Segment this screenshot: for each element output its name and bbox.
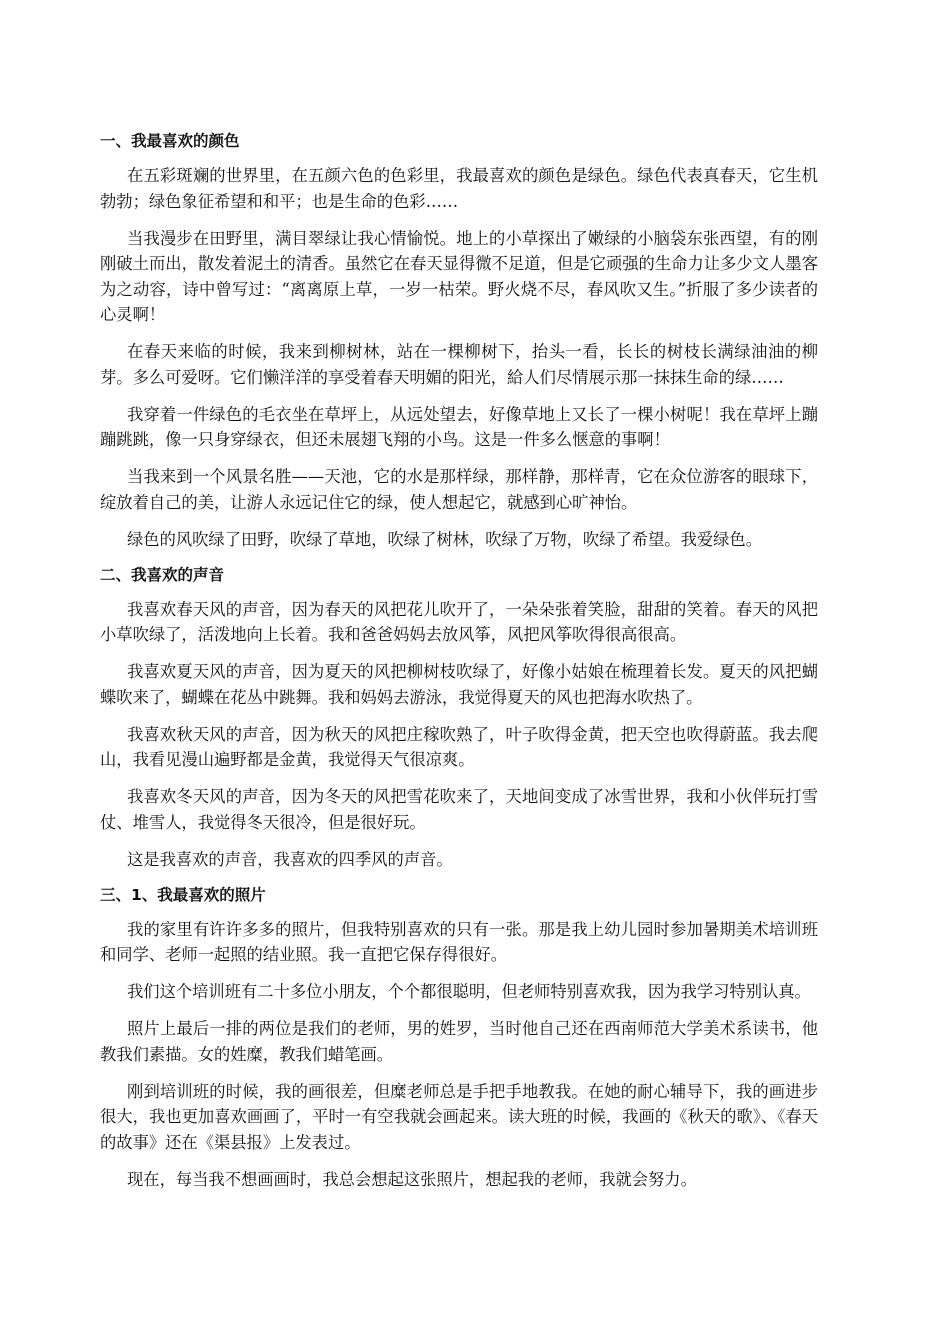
paragraph: 我喜欢春天风的声音，因为春天的风把花儿吹开了，一朵朵张着笑脸，甜甜的笑着。春天的风把小草吹绿了，活泼地向上长着。我和爸爸妈妈去放风筝，风把风筝吹得很高很高。	[100, 599, 818, 644]
paragraph: 我喜欢秋天风的声音，因为秋天的风把庄稼吹熟了，叶子吹得金黄，把天空也吹得蔚蓝。我去爬山，我看见漫山遍野都是金黄，我觉得天气很凉爽。	[100, 724, 818, 769]
paragraph: 照片上最后一排的两位是我们的老师，男的姓罗，当时他自己还在西南师范大学美术系读书，他教我们素描。女的姓糜，教我们蜡笔画。	[100, 1019, 818, 1064]
section-favorite-photo	[100, 884, 818, 1193]
paragraph: 当我漫步在田野里，满目翠绿让我心情愉悦。地上的小草探出了嫩绿的小脑袋东张西望，有的刚刚破土而出，散发着泥土的清香。虽然它在春天显得微不足道，但是它顽强的生命力让多少文人墨客为之动容，诗中曾写过：“离离原上草，一岁一枯荣。野火烧不尽，春风吹又生。”折服了多少读者的心灵啊！	[100, 228, 818, 324]
paragraph: 刚到培训班的时候，我的画很差，但糜老师总是手把手地教我。在她的耐心辅导下，我的画进步很大，我也更加喜欢画画了，平时一有空我就会画起来。读大班的时候，我画的《秋天的歌》、《春天的故事》还在《渠县报》上发表过。	[100, 1081, 818, 1152]
section-favorite-color	[100, 130, 818, 552]
paragraph: 我们这个培训班有二十多位小朋友，个个都很聪明，但老师特别喜欢我，因为我学习特别认真。	[127, 982, 811, 1001]
paragraph: 在五彩斑斓的世界里，在五颜六色的色彩里，我最喜欢的颜色是绿色。绿色代表真春天，它生机勃勃；绿色象征希望和和平；也是生命的色彩……	[100, 166, 818, 211]
section-heading: 三、1、我最喜欢的照片	[100, 885, 266, 904]
paragraph: 我喜欢夏天风的声音，因为夏天的风把柳树枝吹绿了，好像小姑娘在梳理着长发。夏天的风把蝴蝶吹来了，蝴蝶在花丛中跳舞。我和妈妈去游泳，我觉得夏天的风也把海水吹热了。	[100, 662, 818, 707]
paragraph: 现在，每当我不想画画时，我总会想起这张照片，想起我的老师，我就会努力。	[127, 1169, 697, 1189]
document-page	[100, 128, 818, 1204]
paragraph: 我穿着一件绿色的毛衣坐在草坪上，从远处望去，好像草地上又长了一棵小树呢！我在草坪上蹦蹦跳跳，像一只身穿绿衣，但还未展翅飞翔的小鸟。这是一件多么惬意的事啊！	[100, 404, 818, 449]
section-favorite-sound	[100, 564, 818, 873]
section-heading: 一、我最喜欢的颜色	[100, 132, 240, 150]
paragraph: 在春天来临的时候，我来到柳树林，站在一棵柳树下，抬头一看，长长的树枝长满绿油油的柳芽。多么可爱呀。它们懒洋洋的享受着春天明媚的阳光，給人们尽情展示那一抹抹生命的绿……	[100, 342, 818, 387]
section-heading: 二、我喜欢的声音	[100, 565, 225, 584]
paragraph: 我的家里有许许多多的照片，但我特别喜欢的只有一张。那是我上幼儿园时参加暑期美术培训班和同学、老师一起照的结业照。我一直把它保存得很好。	[100, 919, 818, 964]
paragraph: 我喜欢冬天风的声音，因为冬天的风把雪花吹来了，天地间变成了冰雪世界，我和小伙伴玩打雪仗、堆雪人，我觉得冬天很冷，但是很好玩。	[100, 787, 818, 832]
paragraph: 当我来到一个风景名胜——天池，它的水是那样绿，那样静，那样青，它在众位游客的眼球下，绽放着自己的美，让游人永远记住它的绿，使人想起它，就感到心旷神怡。	[100, 467, 818, 512]
paragraph: 这是我喜欢的声音，我喜欢的四季风的声音。	[127, 849, 453, 869]
paragraph: 绿色的风吹绿了田野，吹绿了草地，吹绿了树林，吹绿了万物，吹绿了希望。我爱绿色。	[127, 529, 762, 549]
